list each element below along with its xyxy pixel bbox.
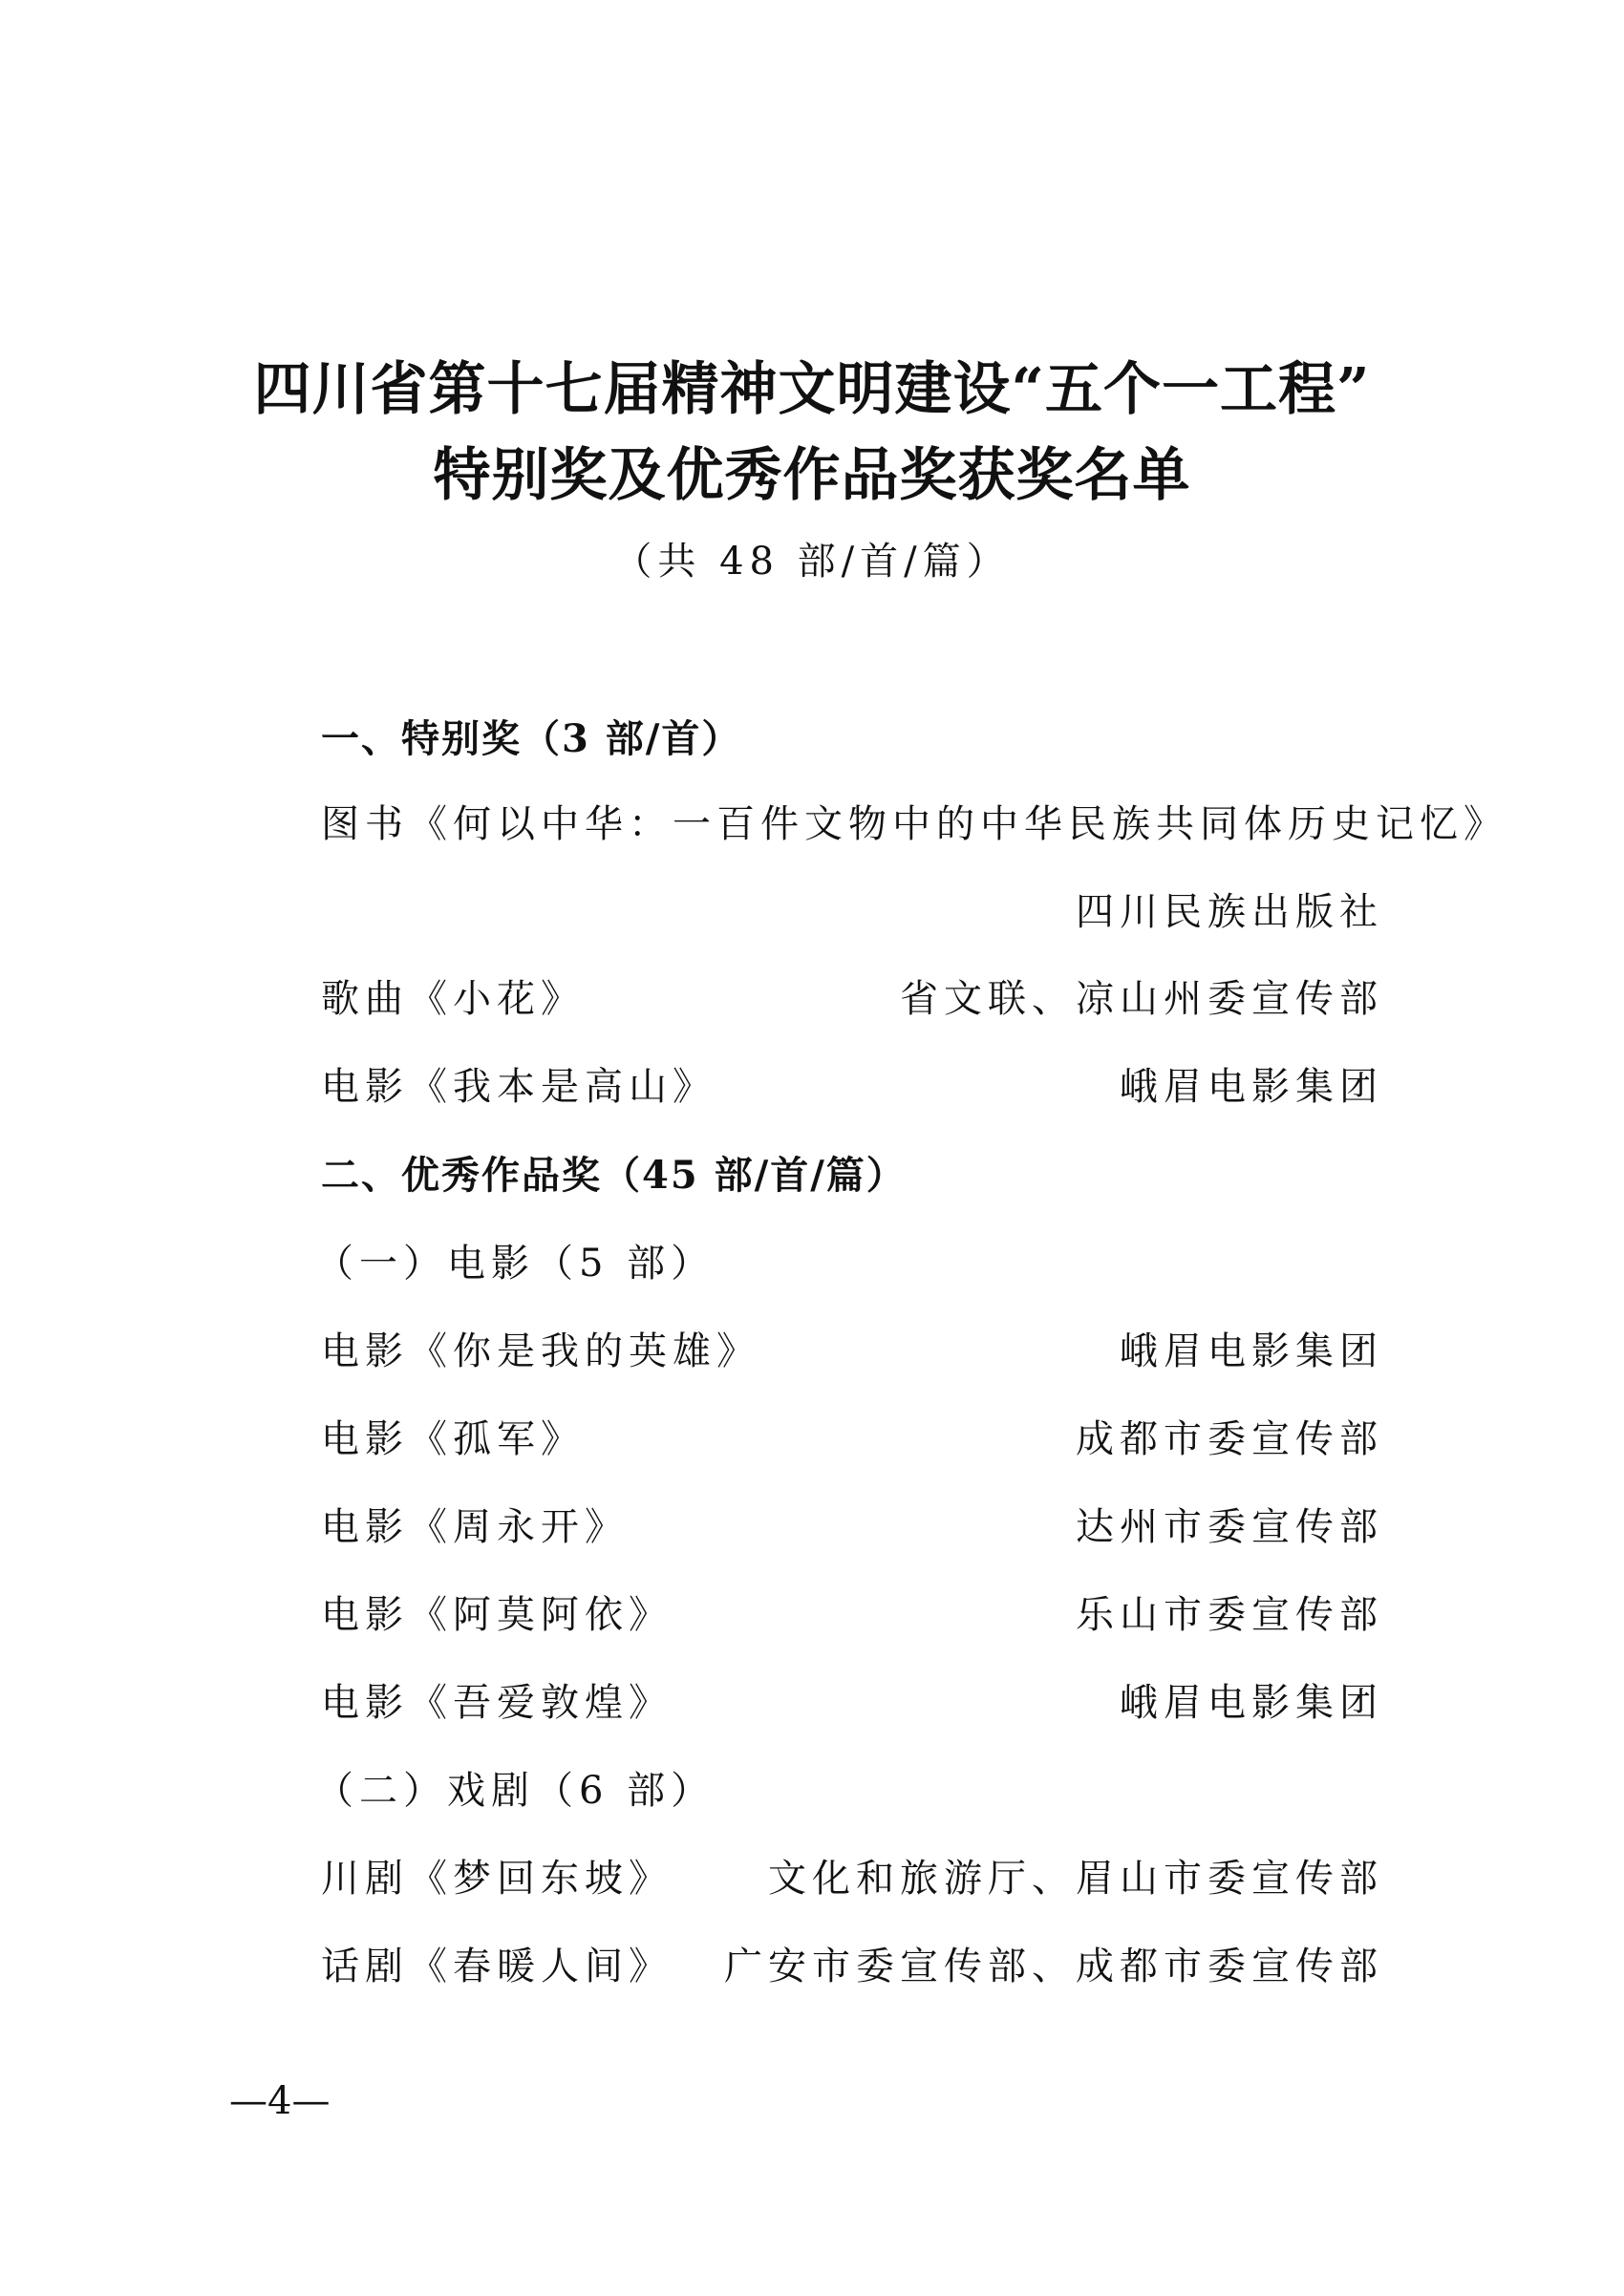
entry-unit: 省文联、凉山州委宣传部 bbox=[900, 977, 1383, 1021]
special-award-entry bbox=[321, 1060, 1383, 1114]
film-entry bbox=[321, 1325, 1383, 1378]
entry-unit: 峨眉电影集团 bbox=[1120, 1065, 1383, 1109]
entry-unit: 广安市委宣传部、成都市委宣传部 bbox=[724, 1945, 1383, 1988]
entry-unit: 达州市委宣传部 bbox=[1076, 1505, 1383, 1549]
drama-entry bbox=[321, 1940, 1383, 1993]
entry-work: 电影《周永开》 bbox=[321, 1505, 629, 1549]
film-category-heading: （一）电影（5 部） bbox=[315, 1242, 716, 1286]
drama-entry bbox=[321, 1852, 1383, 1905]
entry-work: 电影《吾爱敦煌》 bbox=[321, 1681, 673, 1725]
special-award-heading: 一、特别奖（3 部/首） bbox=[321, 716, 742, 761]
special-award-entry bbox=[321, 780, 1507, 956]
entry-unit: 文化和旅游厅、眉山市委宣传部 bbox=[768, 1857, 1383, 1901]
entry-work: 话剧《春暖人间》 bbox=[321, 1945, 673, 1988]
entry-unit: 峨眉电影集团 bbox=[1120, 1681, 1383, 1725]
entry-work: 电影《阿莫阿依》 bbox=[321, 1593, 673, 1637]
entry-work: 电影《我本是高山》 bbox=[321, 1065, 716, 1109]
entry-unit: 峨眉电影集团 bbox=[1120, 1329, 1383, 1373]
entry-work: 电影《孤军》 bbox=[321, 1417, 585, 1461]
entry-work: 电影《你是我的英雄》 bbox=[321, 1329, 760, 1373]
film-entry bbox=[321, 1413, 1383, 1466]
excellent-award-heading: 二、优秀作品奖（45 部/首/篇） bbox=[321, 1153, 907, 1198]
film-entry bbox=[321, 1500, 1383, 1554]
entry-unit: 乐山市委宣传部 bbox=[1076, 1593, 1383, 1637]
film-entry bbox=[321, 1588, 1383, 1642]
document-title-line2: 特别奖及优秀作品奖获奖名单 bbox=[433, 442, 1191, 509]
document-subtitle: （共 48 部/首/篇） bbox=[613, 540, 1011, 584]
entry-work: 图书《何以中华：一百件文物中的中华民族共同体历史记忆》 bbox=[321, 802, 1507, 846]
page-number: —4— bbox=[229, 2079, 331, 2123]
entry-work: 歌曲《小花》 bbox=[321, 977, 585, 1021]
film-entry bbox=[321, 1676, 1383, 1730]
entry-unit: 成都市委宣传部 bbox=[1076, 1417, 1383, 1461]
entry-unit: 四川民族出版社 bbox=[1076, 890, 1383, 934]
entry-work: 川剧《梦回东坡》 bbox=[321, 1857, 673, 1901]
drama-category-heading: （二）戏剧（6 部） bbox=[315, 1769, 716, 1813]
document-title-line1: 四川省第十七届精神文明建设“五个一工程” bbox=[253, 356, 1371, 423]
special-award-entry bbox=[321, 972, 1383, 1026]
